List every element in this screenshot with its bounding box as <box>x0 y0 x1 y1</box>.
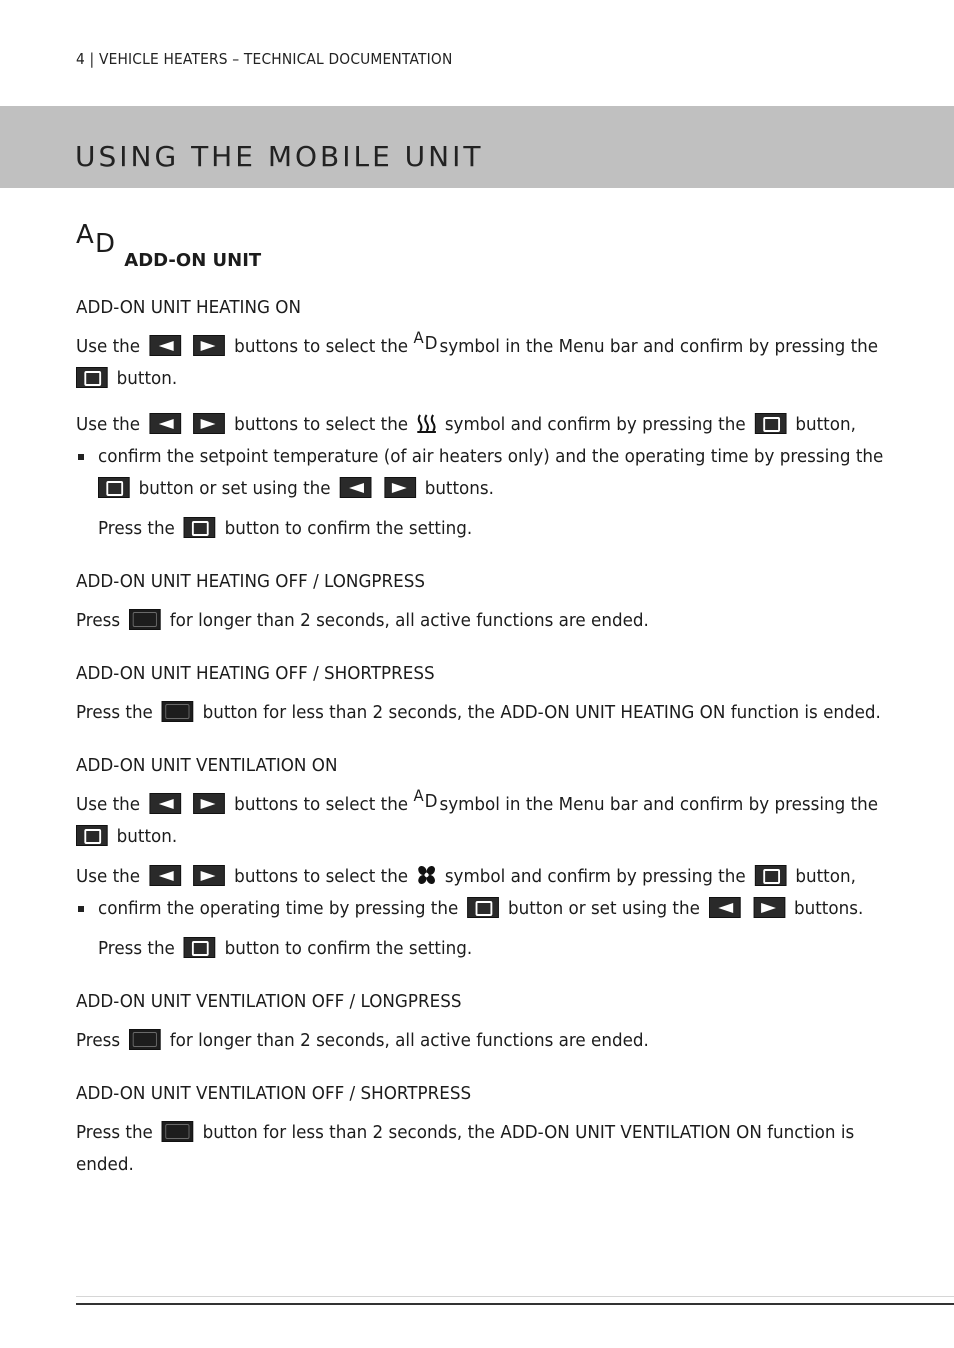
section-heading <box>76 220 888 271</box>
heating-on-subtitle: ADD-ON UNIT HEATING ON <box>76 297 302 318</box>
arrow-right-button-icon <box>753 897 785 918</box>
heating-off-long-paragraph: Press for longer than 2 seconds, all active functions are ended. <box>76 610 649 631</box>
footer-rule <box>76 1303 954 1305</box>
footer-rule-light <box>76 1296 954 1297</box>
add-on-unit-symbol-icon: A D <box>413 786 438 812</box>
fan-symbol-icon <box>416 864 436 886</box>
arrow-left-button-icon <box>149 335 181 356</box>
ok-button-icon <box>129 1029 161 1050</box>
heating-on-bullet: confirm the setpoint temperature (of air heaters only) and the operating time by pressing the <box>76 441 888 473</box>
add-on-unit-symbol-icon: A D <box>76 220 116 259</box>
ok-button-icon <box>162 701 194 722</box>
page-title: USING THE MOBILE UNIT <box>75 140 484 173</box>
heating-on-confirm: Press the button to confirm the setting. <box>98 518 473 539</box>
ventilation-off-short-paragraph: Press the button for less than 2 seconds, the ADD-ON UNIT VENTILATION ON function is <box>76 1122 855 1143</box>
arrow-right-button-icon <box>194 793 226 814</box>
arrow-right-button-icon <box>384 477 416 498</box>
ok-button-icon <box>76 825 108 846</box>
heating-on-paragraph-1: Use the buttons to select the A D symbol in the Menu bar and confirm by pressing the <box>76 328 879 357</box>
heating-on-paragraph-2: Use the buttons to select the symbol and confirm by pressing the button, <box>76 414 856 435</box>
ok-button-icon <box>129 609 161 630</box>
ventilation-on-bullet: confirm the operating time by pressing the button or set using the buttons. <box>76 893 888 925</box>
arrow-right-button-icon <box>194 865 226 886</box>
ok-button-icon <box>467 897 499 918</box>
ok-button-icon <box>76 367 108 388</box>
heating-off-short-subtitle: ADD-ON UNIT HEATING OFF / SHORTPRESS <box>76 663 435 684</box>
heating-symbol-icon <box>416 413 436 433</box>
page-header: 4 | VEHICLE HEATERS – TECHNICAL DOCUMENTATION <box>76 50 453 68</box>
bullet-icon <box>78 906 84 912</box>
ok-button-icon <box>98 477 130 498</box>
ok-button-icon <box>184 937 216 958</box>
arrow-left-button-icon <box>149 793 181 814</box>
add-on-unit-symbol-icon: A D <box>413 328 438 354</box>
arrow-right-button-icon <box>194 335 226 356</box>
arrow-left-button-icon <box>149 413 181 434</box>
ventilation-off-long-subtitle: ADD-ON UNIT VENTILATION OFF / LONGPRESS <box>76 991 462 1012</box>
ventilation-off-long-paragraph: Press for longer than 2 seconds, all active functions are ended. <box>76 1030 649 1051</box>
ventilation-on-confirm: Press the button to confirm the setting. <box>98 938 473 959</box>
section-title-text: ADD-ON UNIT <box>124 250 262 271</box>
ventilation-on-paragraph-2: Use the buttons to select the symbol and confirm by pressing the button, <box>76 866 856 887</box>
heating-off-short-paragraph: Press the button for less than 2 seconds, the ADD-ON UNIT HEATING ON function is ended. <box>76 702 881 723</box>
arrow-right-button-icon <box>194 413 226 434</box>
ok-button-icon <box>755 413 787 434</box>
ok-button-icon <box>162 1121 194 1142</box>
arrow-left-button-icon <box>149 865 181 886</box>
heating-off-long-subtitle: ADD-ON UNIT HEATING OFF / LONGPRESS <box>76 571 425 592</box>
arrow-left-button-icon <box>340 477 372 498</box>
arrow-left-button-icon <box>709 897 741 918</box>
document-body: A D ADD-ON UNIT ADD-ON UNIT HEATING ON Use the buttons to select the A D symbol in the Menu bar and confirm by pressing the button. Use the buttons to select the symbol and confirm by pressing the button, confirm the setpoint temperature (of air heaters only) and the operating time by pressing the button or set using the buttons. Press the button to confirm the setting. ADD-ON UNIT HEATING OFF / LONGPRESS Press for longer than 2 seconds, all active functions are ended. ADD-ON UNIT HEATING OFF / SHORTPRESS Press the button for less than 2 seconds, the ADD-ON UNIT HEATING ON function is ended. ADD-ON UNIT VENTILATION ON Use the buttons to select the A D symbol in the Menu bar and confirm by pressing the button. Use the buttons to select the symbol and confirm by pressing the button, confirm the operating time by pressing the button or set using the buttons. Press the button to confirm the setting. ADD-ON UNIT VENTILATION OFF / LONGPRESS Press for longer than 2 seconds, all active functions are ended. ADD-ON UNIT VENTILATION OFF / SHORTPRESS Press the button for less than 2 seconds, the ADD-ON UNIT VENTILATION ON function is ended. <box>76 236 888 1181</box>
ventilation-on-paragraph-1: Use the buttons to select the A D symbol in the Menu bar and confirm by pressing the <box>76 786 879 815</box>
ventilation-on-subtitle: ADD-ON UNIT VENTILATION ON <box>76 755 338 776</box>
ok-button-icon <box>184 517 216 538</box>
ventilation-off-short-subtitle: ADD-ON UNIT VENTILATION OFF / SHORTPRESS <box>76 1083 472 1104</box>
ok-button-icon <box>755 865 787 886</box>
bullet-icon <box>78 454 84 460</box>
